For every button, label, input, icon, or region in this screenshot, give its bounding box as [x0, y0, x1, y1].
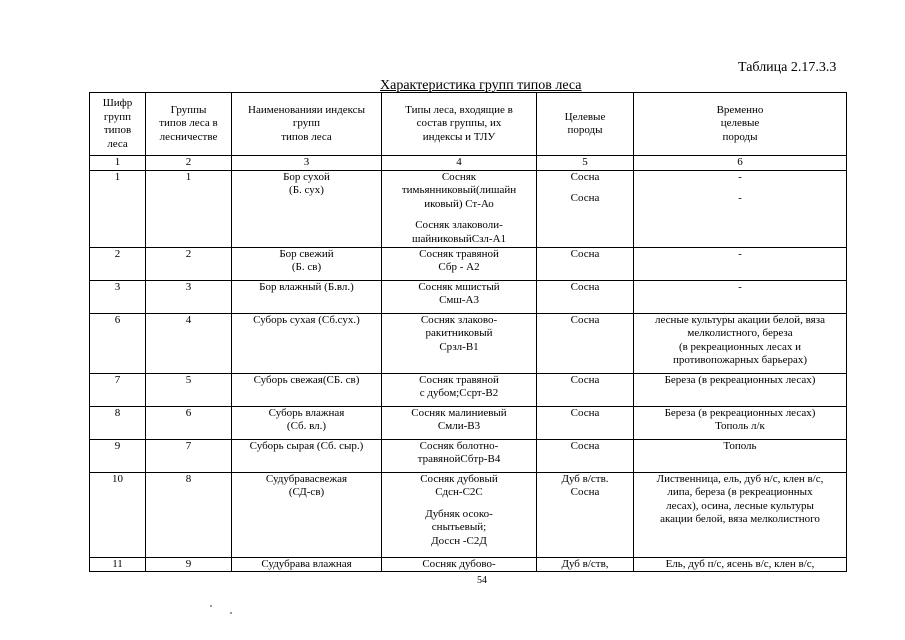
cell-line: Сосна — [570, 192, 600, 204]
cell-line: Доссн -С2Д — [431, 534, 487, 547]
cell-line: Сдсн-С2С — [435, 486, 483, 498]
cell-line: (СД-св) — [288, 486, 325, 498]
cell-line: Суборь сухая (Сб.сух.) — [253, 313, 360, 326]
cell-forest-types — [382, 170, 537, 247]
cell-line: Сосна — [570, 280, 600, 293]
cell-group-number: 6 — [146, 406, 232, 439]
cell-forest-types — [382, 373, 537, 406]
cell-group-code: 7 — [90, 373, 146, 406]
cell-line: липа, береза (в рекреационных — [667, 486, 813, 498]
cell-line: Судубрава влажная — [261, 557, 352, 570]
cell-temporary-species — [634, 373, 847, 406]
cell-temporary-species — [634, 406, 847, 439]
cell-line: Суборь сырая (Сб. сыр.) — [249, 439, 364, 452]
cell-group-name — [232, 472, 382, 557]
table-title: Характеристика групп типов леса — [380, 78, 582, 93]
header-line: Типы леса, входящие в — [405, 103, 513, 116]
scan-speck — [230, 612, 232, 614]
cell-line: Сосна — [570, 170, 600, 183]
cell-line: с дубом;Ссрт-В2 — [419, 387, 499, 399]
cell-group-name — [232, 439, 382, 472]
cell-line: Срзл-В1 — [439, 340, 479, 353]
cell-line: Сосняк травяной — [419, 373, 499, 386]
cell-line: Береза (в рекреационных лесах) — [664, 373, 816, 386]
table-body — [90, 170, 847, 572]
cell-line: Дубняк осоко- — [425, 507, 493, 520]
column-number: 2 — [146, 156, 232, 171]
cell-line: Бор сухой — [283, 170, 330, 183]
cell-temporary-species — [634, 247, 847, 280]
cell-line: Смш-А3 — [439, 294, 479, 306]
table-row — [90, 439, 847, 472]
cell-line: Сосна — [570, 373, 600, 386]
cell-group-number: 3 — [146, 280, 232, 313]
cell-line: мелколистного, березa — [687, 327, 793, 339]
cell-line: Сбр - А2 — [438, 261, 480, 273]
cell-line: Дуб в/ств. — [561, 472, 609, 485]
cell-group-number: 1 — [146, 170, 232, 247]
header-line: Шифр — [102, 97, 133, 109]
cell-line: травянойСбтр-В4 — [417, 453, 501, 465]
header-line: типов — [103, 124, 132, 136]
cell-line: Сосняк малиниевый — [411, 406, 507, 419]
cell-forest-types — [382, 472, 537, 557]
header-line: целевые — [720, 117, 760, 130]
cell-group-name — [232, 373, 382, 406]
cell-group-name — [232, 170, 382, 247]
cell-line: (Сб. вл.) — [286, 420, 327, 432]
table-number: Таблица 2.17.3.3 — [738, 60, 837, 75]
cell-line: противопожарных барьерах) — [672, 354, 808, 366]
cell-line: (Б. св) — [291, 261, 322, 273]
forest-types-table — [89, 92, 847, 572]
column-number: 3 — [232, 156, 382, 171]
cell-line: Сосняк дубово- — [422, 557, 496, 570]
cell-line: Сосняк болотно- — [419, 439, 499, 452]
cell-temporary-species — [634, 170, 847, 247]
cell-group-number: 7 — [146, 439, 232, 472]
cell-forest-types — [382, 313, 537, 373]
header-row — [90, 93, 847, 156]
header-line: Группы — [170, 103, 207, 116]
cell-line: Сосняк злаковоли- — [415, 219, 503, 231]
column-number-row — [90, 156, 847, 171]
table-row — [90, 557, 847, 572]
cell-group-code: 1 — [90, 170, 146, 247]
cell-line: - — [738, 192, 742, 204]
table-row — [90, 406, 847, 439]
cell-target-species — [537, 247, 634, 280]
cell-temporary-species — [634, 472, 847, 557]
cell-line: Сосняк травяной — [419, 247, 499, 260]
column-header-4 — [382, 93, 537, 156]
cell-line: Бор свежий — [279, 247, 334, 260]
cell-line: (Б. сух) — [289, 184, 324, 196]
header-line: групп — [292, 117, 321, 130]
header-line: типов леса в — [159, 117, 218, 130]
cell-line: иковый) Ст-Ао — [424, 197, 494, 210]
cell-line: ракитниковый — [425, 327, 493, 339]
table-row — [90, 472, 847, 557]
column-header-5 — [537, 93, 634, 156]
cell-line: Суборь свежая(СБ. св) — [253, 373, 360, 386]
cell-line: Сосна — [570, 486, 600, 498]
cell-target-species — [537, 280, 634, 313]
cell-line: - — [738, 247, 742, 260]
cell-line: Судубравасвежая — [265, 472, 348, 485]
header-line: породы — [567, 124, 603, 136]
header-line: породы — [722, 130, 758, 143]
cell-line: Сосняк мшистый — [418, 280, 500, 293]
header-line: леса — [107, 137, 128, 150]
cell-forest-types — [382, 406, 537, 439]
cell-forest-types — [382, 247, 537, 280]
page-number: 54 — [477, 575, 487, 586]
cell-group-code: 10 — [90, 472, 146, 557]
header-line: групп — [103, 110, 132, 123]
cell-line: Дуб в/ств, — [561, 557, 609, 570]
cell-group-name — [232, 313, 382, 373]
cell-target-species — [537, 439, 634, 472]
column-header-2 — [146, 93, 232, 156]
column-number: 5 — [537, 156, 634, 171]
column-header-6 — [634, 93, 847, 156]
column-header-3 — [232, 93, 382, 156]
cell-group-name — [232, 280, 382, 313]
header-line: лесничестве — [159, 130, 218, 143]
table-row — [90, 313, 847, 373]
cell-line: Тополь л/к — [715, 420, 765, 432]
block-gap — [539, 184, 631, 192]
cell-line: Сосняк дубовый — [420, 472, 498, 485]
cell-group-name — [232, 406, 382, 439]
cell-temporary-species — [634, 280, 847, 313]
cell-group-code: 6 — [90, 313, 146, 373]
cell-line: Тополь — [723, 439, 757, 452]
cell-forest-types — [382, 439, 537, 472]
cell-group-code: 9 — [90, 439, 146, 472]
cell-group-name — [232, 247, 382, 280]
column-number: 1 — [90, 156, 146, 171]
cell-group-code: 2 — [90, 247, 146, 280]
cell-line: Смли-В3 — [437, 420, 481, 432]
cell-line: тимьянниковый(лишайн — [401, 184, 517, 196]
cell-group-number: 4 — [146, 313, 232, 373]
cell-line: лесные культуры акации белой, вяза — [655, 313, 825, 326]
cell-group-code: 11 — [90, 557, 146, 572]
cell-line: Сосна — [570, 406, 600, 419]
cell-line: Бор влажный (Б.вл.) — [259, 280, 354, 293]
cell-line: акации белой, вяза мелколистного — [660, 513, 820, 525]
header-line: состав группы, их — [416, 117, 502, 130]
cell-target-species — [537, 557, 634, 572]
cell-line: (в рекреационных лесах и — [678, 340, 802, 353]
scan-speck — [210, 605, 212, 607]
cell-line: Сосна — [570, 247, 600, 260]
header-line: Временно — [716, 103, 764, 116]
cell-target-species — [537, 406, 634, 439]
cell-line: снытьевый; — [431, 521, 487, 533]
cell-temporary-species — [634, 557, 847, 572]
cell-target-species — [537, 373, 634, 406]
header-line: Целевые — [564, 110, 606, 123]
cell-line: - — [738, 280, 742, 293]
table-row — [90, 373, 847, 406]
cell-line: Сосна — [570, 313, 600, 326]
block-gap — [384, 211, 534, 219]
cell-target-species — [537, 472, 634, 557]
cell-temporary-species — [634, 313, 847, 373]
cell-line: Суборь влажная — [268, 406, 345, 419]
block-gap — [384, 500, 534, 508]
block-gap — [636, 184, 844, 192]
column-number: 4 — [382, 156, 537, 171]
cell-line: Ель, дуб п/с, ясень в/с, клен в/с, — [665, 557, 815, 570]
cell-line: Сосна — [570, 439, 600, 452]
table-row — [90, 170, 847, 247]
header-line: индексы и ТЛУ — [422, 130, 496, 143]
header-line: типов леса — [281, 130, 332, 143]
cell-forest-types — [382, 557, 537, 572]
cell-line: Сосняк злаково- — [420, 313, 498, 326]
header-line: Наименованияи индексы — [248, 103, 365, 116]
column-number: 6 — [634, 156, 847, 171]
cell-group-number: 9 — [146, 557, 232, 572]
cell-group-code: 3 — [90, 280, 146, 313]
cell-line: Сосняк — [441, 170, 477, 183]
cell-temporary-species — [634, 439, 847, 472]
table-row — [90, 280, 847, 313]
cell-group-number: 2 — [146, 247, 232, 280]
cell-line: - — [738, 170, 742, 183]
column-header-1 — [90, 93, 146, 156]
cell-group-number: 8 — [146, 472, 232, 557]
cell-line: Береза (в рекреационных лесах) — [664, 406, 816, 419]
cell-target-species — [537, 170, 634, 247]
cell-target-species — [537, 313, 634, 373]
cell-line: Лиственница, ель, дуб н/с, клен в/с, — [656, 472, 824, 485]
cell-group-code: 8 — [90, 406, 146, 439]
cell-group-name — [232, 557, 382, 572]
cell-forest-types — [382, 280, 537, 313]
cell-line: шайниковыйСзл-А1 — [411, 232, 507, 245]
cell-line: лесах), осина, лесные культуры — [666, 499, 814, 512]
table-row — [90, 247, 847, 280]
cell-group-number: 5 — [146, 373, 232, 406]
